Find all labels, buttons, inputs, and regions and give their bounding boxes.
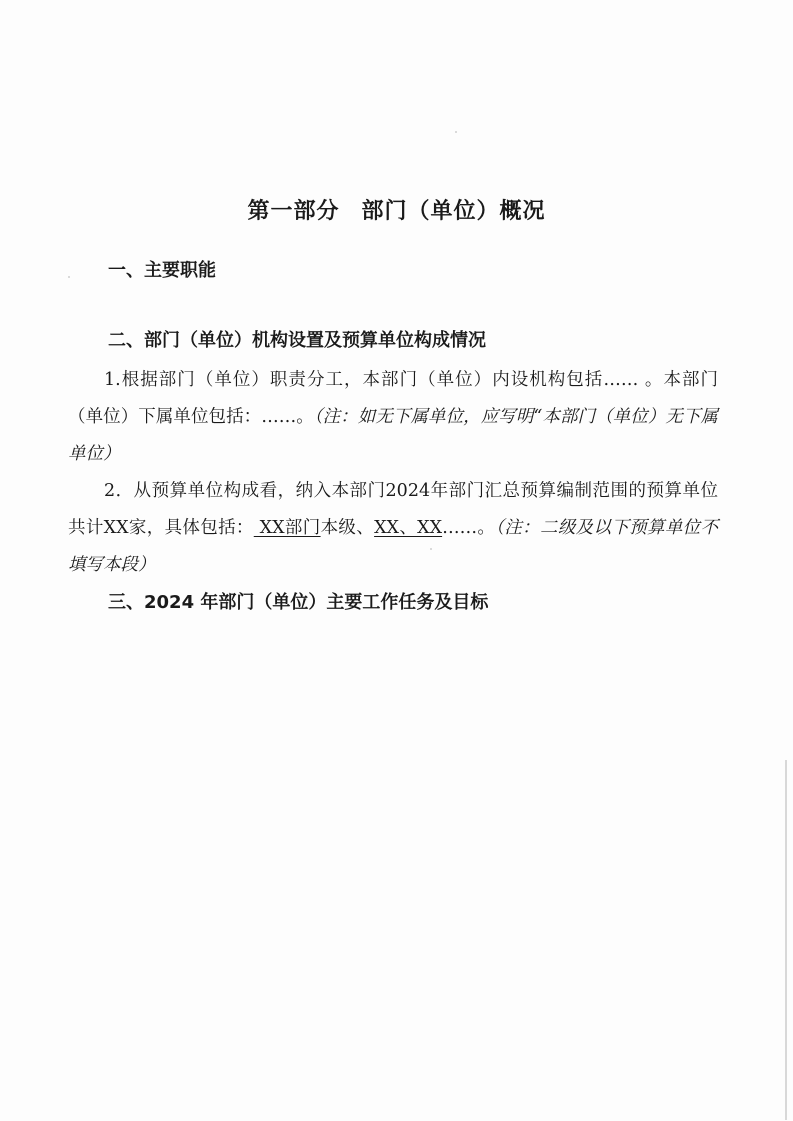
- paragraph-1-text: 1.根据部门（单位）职责分工，本部门（单位）内设机构包括…… 。本部门（单位）下属单位包括：……。: [68, 370, 718, 427]
- paragraph-2-text-c: ……。: [442, 518, 496, 538]
- paragraph-2-note: （注：二级及以下预算单位不填写本段）: [68, 518, 719, 575]
- paragraph-1-note: （注：如无下属单位，应写明“本部门（单位）无下属单位）: [68, 407, 719, 464]
- section-heading-3: 三、2024 年部门（单位）主要工作任务及目标: [108, 592, 489, 613]
- scan-edge-line: [785, 760, 787, 1120]
- paragraph-2-underline-a: XX部门: [253, 518, 321, 538]
- paragraph-2-text-a: 2．从预算单位构成看，纳入本部门2024年部门汇总预算编制范围的预算单位共计XX家，具体包括：: [68, 481, 718, 538]
- section-heading-1: 一、主要职能: [108, 260, 216, 281]
- section-heading-2: 二、部门（单位）机构设置及预算单位构成情况: [108, 330, 486, 351]
- paragraph-1: [68, 362, 718, 473]
- title-name: 部门（单位）概况: [361, 199, 546, 224]
- page-title: [0, 194, 793, 225]
- scan-speck: [430, 548, 432, 550]
- paragraph-2-text-b: 本级、: [320, 518, 375, 538]
- scan-speck: [455, 131, 457, 133]
- paragraph-2: [68, 473, 718, 584]
- scan-speck: [68, 276, 70, 278]
- paragraph-2-underline-b: XX、XX: [374, 518, 443, 538]
- title-part: 第一部分: [247, 199, 340, 224]
